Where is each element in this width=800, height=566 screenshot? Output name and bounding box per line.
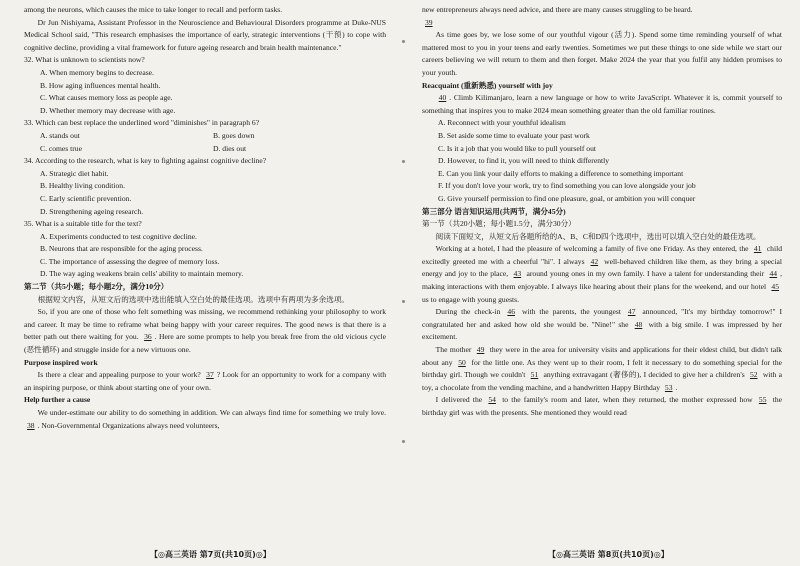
blank-39-line	[422, 17, 782, 30]
q35-option-c: C. The importance of assessing the degree of memory loss.	[40, 256, 220, 266]
blank-39[interactable]: 39	[425, 17, 433, 27]
option-a: A. Reconnect with your youthful idealism	[438, 118, 566, 128]
option-g: G. Give yourself permission to find one pleasure, goal, or ambition you will conquer	[438, 193, 696, 203]
blank-43[interactable]: 43	[513, 269, 522, 279]
binding-dot	[402, 300, 405, 303]
blank-51[interactable]: 51	[530, 370, 539, 380]
binding-dot	[402, 160, 405, 163]
heading-cause: Help further a cause	[24, 395, 91, 405]
right-page-footer: 【◎高三英语 第8页(共10页)◎】	[548, 550, 669, 559]
option-c: C. Is it a job that you would like to pull yourself out	[438, 143, 596, 153]
page-fold	[400, 0, 408, 566]
q33-option-a: A. stands out	[40, 130, 80, 140]
q35-option-d: D. The way aging weakens brain cells' ability to maintain memory.	[40, 269, 244, 279]
q34-option-b: B. Healthy living condition.	[40, 181, 125, 191]
q32-option-b: B. How aging influences mental health.	[40, 80, 161, 90]
heading-reacquaint: Reacquaint (重新熟悉) yourself with joy	[422, 80, 553, 90]
right-page	[422, 4, 782, 566]
blank-38[interactable]: 38	[27, 420, 35, 430]
passage-paragraph-3: We under-estimate our ability to do something in addition. We can always find time for something we truly love. 38 . Non-Governmental Organizations always need volunteers,	[24, 407, 386, 432]
question-32: 32. What is unknown to scientists now?	[24, 55, 145, 65]
cloze-paragraph-3: The mother 49 they were in the area for university visits and applications for their eldest child, but didn't talk about any 50 for the little one. As they went up to their room, I felt it necessary to do something special for the birthday girl. Though we couldn't 51 anything extravagant (奢侈的), I decided to give her a children's 52 with a toy, a chocolate from the vending machine, and a handwritten Happy Birthday 53 .	[422, 345, 783, 392]
part-3-instructions: 阅读下面短文，从短文后各题所给的A、B、C和D四个选项中，选出可以填入空白处的最佳选项。	[435, 231, 761, 241]
q34-option-d: D. Strengthening ageing research.	[40, 206, 144, 216]
option-b: B. Set aside some time to evaluate your past work	[438, 130, 590, 140]
blank-50[interactable]: 50	[458, 357, 466, 367]
blank-36[interactable]: 36	[144, 332, 152, 342]
q34-option-c: C. Early scientific prevention.	[40, 193, 132, 203]
left-page-footer: 【◎高三英语 第7页(共10页)◎】	[150, 550, 271, 559]
blank-45[interactable]: 45	[771, 282, 779, 292]
cloze-paragraph-4: I delivered the 54 to the family's room and later, when they returned, the mother expressed how 55 the birthday girl was with the presents. She mentioned they would read	[422, 395, 782, 417]
left-page	[24, 4, 386, 566]
section-2-instructions: 根据短文内容，从短文后的选项中选出能填入空白处的最佳选项。选项中有两项为多余选项。	[37, 294, 350, 304]
blank-55[interactable]: 55	[758, 395, 767, 405]
q32-option-a: A. When memory begins to decrease.	[40, 67, 154, 77]
q35-option-b: B. Neurons that are responsible for the aging process.	[40, 244, 203, 254]
blank-53[interactable]: 53	[664, 382, 673, 392]
option-f: F. If you don't love your work, try to find something you can love alongside your job	[438, 181, 696, 191]
q33-option-b: B. goes down	[213, 130, 255, 140]
passage-paragraph-climb: 40 . Climb Kilimanjaro, learn a new language or how to write JavaScript. Whatever it is, commit yourself to something that inspires you to make 2024 mean something greater than the old familiar routines.	[422, 93, 782, 115]
blank-37[interactable]: 37	[206, 370, 214, 380]
blank-47[interactable]: 47	[627, 307, 636, 317]
blank-49[interactable]: 49	[476, 345, 485, 355]
binding-dot	[402, 440, 405, 443]
option-d: D. However, to find it, you will need to think differently	[438, 156, 610, 166]
passage-paragraph-time: As time goes by, we lose some of our youthful vigour (活力). Spend some time reminding yourself of what mattered most to you in your teens and early twenties. Sometimes we put these things to one side while we start our careers believing we will return to them and then forget. Make 2024 the year that you fulfil any hidden promises to your youth.	[422, 30, 782, 77]
q35-option-a: A. Experiments conducted to test cognitive decline.	[40, 231, 197, 241]
q33-option-d: D. dies out	[213, 143, 247, 153]
blank-46[interactable]: 46	[507, 307, 515, 317]
q33-option-c: C. comes true	[40, 143, 82, 153]
blank-52[interactable]: 52	[749, 370, 758, 380]
passage-quote: Dr Jun Nishiyama, Assistant Professor in the Neuroscience and Behavioural Disorders programme at Duke-NUS Medical School said, "This research emphasises the importance of early, strategic interventions (干预) to cope with cognitive decline, providing a vital framework for future ageing research and brain health maintenance."	[24, 17, 386, 52]
question-34: 34. According to the research, what is key to fighting against cognitive decline?	[24, 156, 267, 166]
section-2-title: 第二节（共5小题；每小题2分，满分10分）	[24, 282, 169, 292]
cloze-paragraph-2: During the check-in 46 with the parents, the youngest 47 announced, "It's my birthday tomorrow!" I congratulated her and asked how old she would be. "Nine!" she 48 with a big smile. I was impressed by her excitement.	[422, 307, 783, 342]
cloze-paragraph-1: Working at a hotel, I had the pleasure of welcoming a family of five one Friday. As they entered, the 41 child excitedly greeted me with a cheerful "hi". I always 42 well-behaved children like them, as they bring a special energy and joy to the place, 43 around young ones in my own family. I have a talent for understanding their 44 , making interactions with them enjoyable. I always like hearing about their plans for the weekend, and our hotel 45 us to engage with young guests.	[422, 244, 782, 304]
blank-40[interactable]: 40	[438, 93, 447, 103]
blank-41[interactable]: 41	[753, 244, 762, 254]
option-e: E. Can you link your daily efforts to making a difference to something important	[438, 168, 684, 178]
passage-continuation: among the neurons, which causes the mice to take longer to recall and perform tasks.	[24, 5, 283, 14]
passage-paragraph-1: So, if you are one of those who felt something was missing, we recommend rethinking your philosophy to work and career. It may be time to reframe what being happy with your career requires. The good news is that there is a better path out there waiting for you. 36 . Here are some prompts to help you break free from the old vicious cycle (恶性循环) and struggle inside for a new virtuous one.	[24, 307, 386, 355]
blank-42[interactable]: 42	[590, 256, 599, 266]
binding-dot	[402, 40, 405, 43]
part-3-title: 第三部分 语言知识运用(共两节，满分45分)	[422, 206, 566, 216]
passage-paragraph-2: Is there a clear and appealing purpose to your work? 37 ? Look for an opportunity to work for a company with an inspiring purpose, or think about starting one of your own.	[24, 370, 387, 392]
q34-option-a: A. Strategic diet habit.	[40, 168, 109, 178]
blank-44[interactable]: 44	[769, 269, 778, 279]
heading-purpose: Purpose inspired work	[24, 357, 98, 367]
blank-48[interactable]: 48	[634, 319, 643, 329]
part-3-section-1: 第一节（共20小题；每小题1.5分，满分30分）	[422, 219, 576, 229]
question-33: 33. Which can best replace the underlined word "diminishes" in paragraph 6?	[24, 118, 260, 128]
blank-54[interactable]: 54	[488, 395, 496, 405]
q32-option-c: C. What causes memory loss as people age.	[40, 93, 173, 103]
q32-option-d: D. Whether memory may decrease with age.	[40, 105, 176, 115]
passage-continuation-right: new entrepreneurs always need advice, and there are many causes struggling to be heard.	[422, 5, 693, 14]
question-35: 35. What is a suitable title for the text?	[24, 219, 142, 229]
